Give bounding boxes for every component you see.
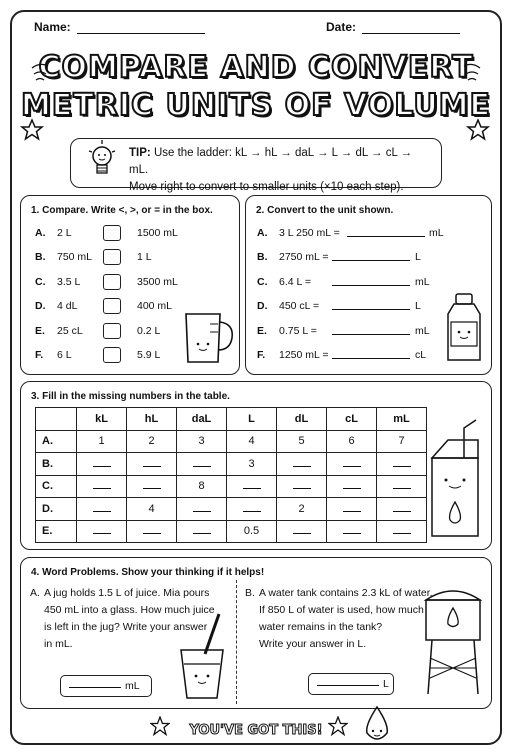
table-row bbox=[36, 475, 427, 498]
column-header: cL bbox=[327, 408, 377, 431]
table-blank-cell[interactable] bbox=[177, 498, 227, 521]
section4-heading: 4. Word Problems. Show your thinking if it helps! bbox=[31, 567, 265, 578]
table-cell: 6 bbox=[327, 430, 377, 453]
table-blank-cell[interactable] bbox=[127, 475, 177, 498]
table-cell: 4 bbox=[127, 498, 177, 521]
star-icon bbox=[328, 716, 348, 736]
compare-answer-box[interactable] bbox=[103, 347, 121, 363]
column-header: hL bbox=[127, 408, 177, 431]
table-row bbox=[36, 498, 427, 521]
table-row bbox=[36, 453, 427, 476]
table-blank-cell[interactable] bbox=[377, 453, 427, 476]
table-blank-cell[interactable] bbox=[377, 498, 427, 521]
column-header: L bbox=[227, 408, 277, 431]
lightbulb-icon bbox=[86, 139, 118, 185]
row-label: B. bbox=[36, 453, 77, 476]
measuring-jug-illustration bbox=[180, 308, 238, 368]
date-label: Date: bbox=[326, 20, 357, 34]
section1-heading: 1. Compare. Write <, >, or = in the box. bbox=[31, 205, 213, 216]
word-problem-line: water remains in the tank? bbox=[259, 621, 383, 633]
convert-answer-line[interactable] bbox=[347, 236, 425, 237]
table-blank-cell[interactable] bbox=[127, 453, 177, 476]
word-problem-line: is left in the jug? Write your answer bbox=[44, 621, 208, 633]
word-problem-line: in mL. bbox=[44, 638, 73, 650]
table-blank-cell[interactable] bbox=[377, 520, 427, 543]
table-cell: 3 bbox=[177, 430, 227, 453]
table-blank-cell[interactable] bbox=[377, 475, 427, 498]
compare-answer-box[interactable] bbox=[103, 274, 121, 290]
sparkle-icon bbox=[28, 60, 52, 84]
tip-line-2: Move right to convert to smaller units (×10 each step). bbox=[129, 181, 404, 193]
word-problem-line: Write your answer in L. bbox=[259, 638, 367, 650]
row-label: C. bbox=[36, 475, 77, 498]
table-cell: 2 bbox=[127, 430, 177, 453]
table-cell: 2 bbox=[277, 498, 327, 521]
table-blank-cell[interactable] bbox=[177, 520, 227, 543]
table-blank-cell[interactable] bbox=[77, 475, 127, 498]
convert-answer-line[interactable] bbox=[332, 260, 410, 261]
table-blank-cell[interactable] bbox=[277, 453, 327, 476]
table-blank-cell[interactable] bbox=[327, 475, 377, 498]
juice-glass-illustration bbox=[175, 610, 229, 700]
compare-answer-box[interactable] bbox=[103, 298, 121, 314]
table-blank-cell[interactable] bbox=[77, 453, 127, 476]
convert-answer-line[interactable] bbox=[332, 358, 410, 359]
title-line-2: METRIC UNITS OF VOLUME bbox=[20, 88, 492, 123]
word-problem-line: If 850 L of water is used, how much bbox=[259, 604, 424, 616]
conversion-table bbox=[35, 407, 427, 543]
table-blank-cell[interactable] bbox=[277, 520, 327, 543]
table-blank-cell[interactable] bbox=[77, 520, 127, 543]
water-tank-illustration bbox=[420, 578, 486, 698]
bottle-illustration bbox=[442, 292, 486, 364]
table-blank-cell[interactable] bbox=[277, 475, 327, 498]
word-problem-line: A jug holds 1.5 L of juice. Mia pours bbox=[44, 587, 210, 599]
column-header: mL bbox=[377, 408, 427, 431]
name-field[interactable] bbox=[34, 20, 205, 34]
table-cell: 4 bbox=[227, 430, 277, 453]
star-icon bbox=[20, 118, 44, 142]
answer-box-b[interactable] bbox=[308, 673, 394, 695]
table-blank-cell[interactable] bbox=[177, 453, 227, 476]
table-blank-cell[interactable] bbox=[227, 498, 277, 521]
word-problem-line: 450 mL into a glass. How much juice bbox=[44, 604, 215, 616]
convert-answer-line[interactable] bbox=[332, 285, 410, 286]
tip-label: TIP: bbox=[129, 147, 151, 159]
section3-heading: 3. Fill in the missing numbers in the table. bbox=[31, 391, 230, 402]
table-blank-cell[interactable] bbox=[227, 475, 277, 498]
table-row bbox=[36, 520, 427, 543]
section2-heading: 2. Convert to the unit shown. bbox=[256, 205, 394, 216]
table-row bbox=[36, 430, 427, 453]
answer-box-a[interactable] bbox=[60, 675, 152, 697]
table-blank-cell[interactable] bbox=[327, 520, 377, 543]
answer-unit-b: L bbox=[383, 678, 389, 690]
table-cell: 5 bbox=[277, 430, 327, 453]
column-header: kL bbox=[77, 408, 127, 431]
convert-answer-line[interactable] bbox=[332, 334, 410, 335]
tip-box bbox=[70, 138, 442, 193]
table-cell: 3 bbox=[227, 453, 277, 476]
table-cell: 8 bbox=[177, 475, 227, 498]
compare-answer-box[interactable] bbox=[103, 249, 121, 265]
table-cell: 1 bbox=[77, 430, 127, 453]
water-drop-icon bbox=[362, 705, 392, 745]
column-header: dL bbox=[277, 408, 327, 431]
table-blank-cell[interactable] bbox=[327, 498, 377, 521]
table-cell: 7 bbox=[377, 430, 427, 453]
word-problem-line: A water tank contains 2.3 kL of water. bbox=[259, 587, 433, 599]
name-label: Name: bbox=[34, 20, 71, 34]
star-icon bbox=[466, 118, 490, 142]
title-line-1: COMPARE AND CONVERT bbox=[38, 50, 474, 85]
column-header: daL bbox=[177, 408, 227, 431]
convert-answer-line[interactable] bbox=[332, 309, 410, 310]
row-label: E. bbox=[36, 520, 77, 543]
table-blank-cell[interactable] bbox=[127, 520, 177, 543]
row-label: A. bbox=[36, 430, 77, 453]
date-field[interactable] bbox=[326, 20, 460, 34]
footer-text: YOU'VE GOT THIS! bbox=[189, 723, 323, 738]
tip-line-1: Use the ladder: kL → hL → daL → L → dL → cL → mL. bbox=[129, 147, 413, 176]
row-label: D. bbox=[36, 498, 77, 521]
table-blank-cell[interactable] bbox=[77, 498, 127, 521]
table-blank-cell[interactable] bbox=[327, 453, 377, 476]
table-cell: 0.5 bbox=[227, 520, 277, 543]
sparkle-icon bbox=[460, 60, 484, 84]
compare-answer-box[interactable] bbox=[103, 225, 121, 241]
juice-carton-illustration bbox=[424, 418, 486, 540]
compare-answer-box[interactable] bbox=[103, 323, 121, 339]
answer-unit-a: mL bbox=[125, 680, 140, 692]
